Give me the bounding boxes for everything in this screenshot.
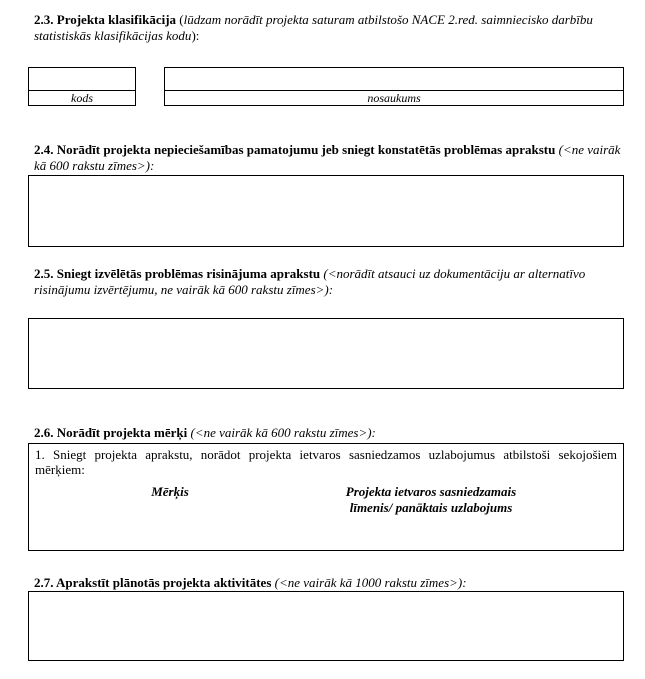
- goal-column-label: Mērķis: [151, 484, 189, 499]
- section-2-3-note-close: ):: [191, 28, 200, 43]
- section-2-5-title: 2.5. Sniegt izvēlētās problēmas risinājuma aprakstu: [34, 266, 321, 281]
- section-2-3-title: 2.3. Projekta klasifikācija: [34, 12, 177, 27]
- section-2-3-note-open: (: [176, 12, 184, 27]
- section-2-5-heading: [34, 266, 634, 298]
- section-2-4-title: 2.4. Norādīt projekta nepieciešamības pamatojumu jeb sniegt konstatētās problēmas aprakstu: [34, 142, 556, 157]
- level-column-label-line-2: līmenis/ panāktais uzlabojums: [349, 500, 513, 515]
- activities-textbox[interactable]: [28, 591, 624, 661]
- solution-textbox[interactable]: [28, 318, 624, 389]
- level-column-label-line-1: Projekta ietvaros sasniedzamais: [345, 484, 517, 499]
- nace-name-caption-cell: [164, 90, 624, 106]
- section-2-4-note: (<ne vairāk kā 600 rakstu zīmes>):: [34, 142, 621, 173]
- section-2-7-title: 2.7. Aprakstīt plānotās projekta aktivitātes: [34, 575, 272, 590]
- section-2-7-note: (<ne vairāk kā 1000 rakstu zīmes>):: [271, 575, 467, 590]
- section-2-7-heading: [34, 575, 634, 591]
- justification-textbox[interactable]: [28, 175, 624, 247]
- nace-code-field[interactable]: [28, 67, 136, 91]
- objectives-body-text: 1. Sniegt projekta aprakstu, norādot projekta ietvaros sasniedzamos uzlabojumus atbilstoši sekojošiem mērķiem:: [35, 447, 617, 477]
- section-2-3-heading: [34, 12, 634, 44]
- section-2-6-title: 2.6. Norādīt projekta mērķi: [34, 425, 188, 440]
- section-2-5-note: (<norādīt atsauci uz dokumentāciju ar alternatīvo risinājumu izvērtējumu, ne vairāk kā 600 rakstu zīmes>):: [34, 266, 586, 297]
- objectives-textbox[interactable]: [28, 443, 624, 551]
- nace-name-field[interactable]: [164, 67, 624, 91]
- section-2-4-heading: [34, 142, 634, 174]
- nace-code-caption: kods: [71, 91, 93, 105]
- nace-name-caption: nosaukums: [367, 91, 421, 105]
- section-2-3-note: lūdzam norādīt projekta saturam atbilstošo NACE 2.red. saimniecisko darbību statistiskās klasifikācijas kodu: [34, 12, 593, 43]
- section-2-6-heading: [34, 425, 634, 441]
- section-2-6-note: (<ne vairāk kā 600 rakstu zīmes>):: [187, 425, 376, 440]
- nace-code-caption-cell: [28, 90, 136, 106]
